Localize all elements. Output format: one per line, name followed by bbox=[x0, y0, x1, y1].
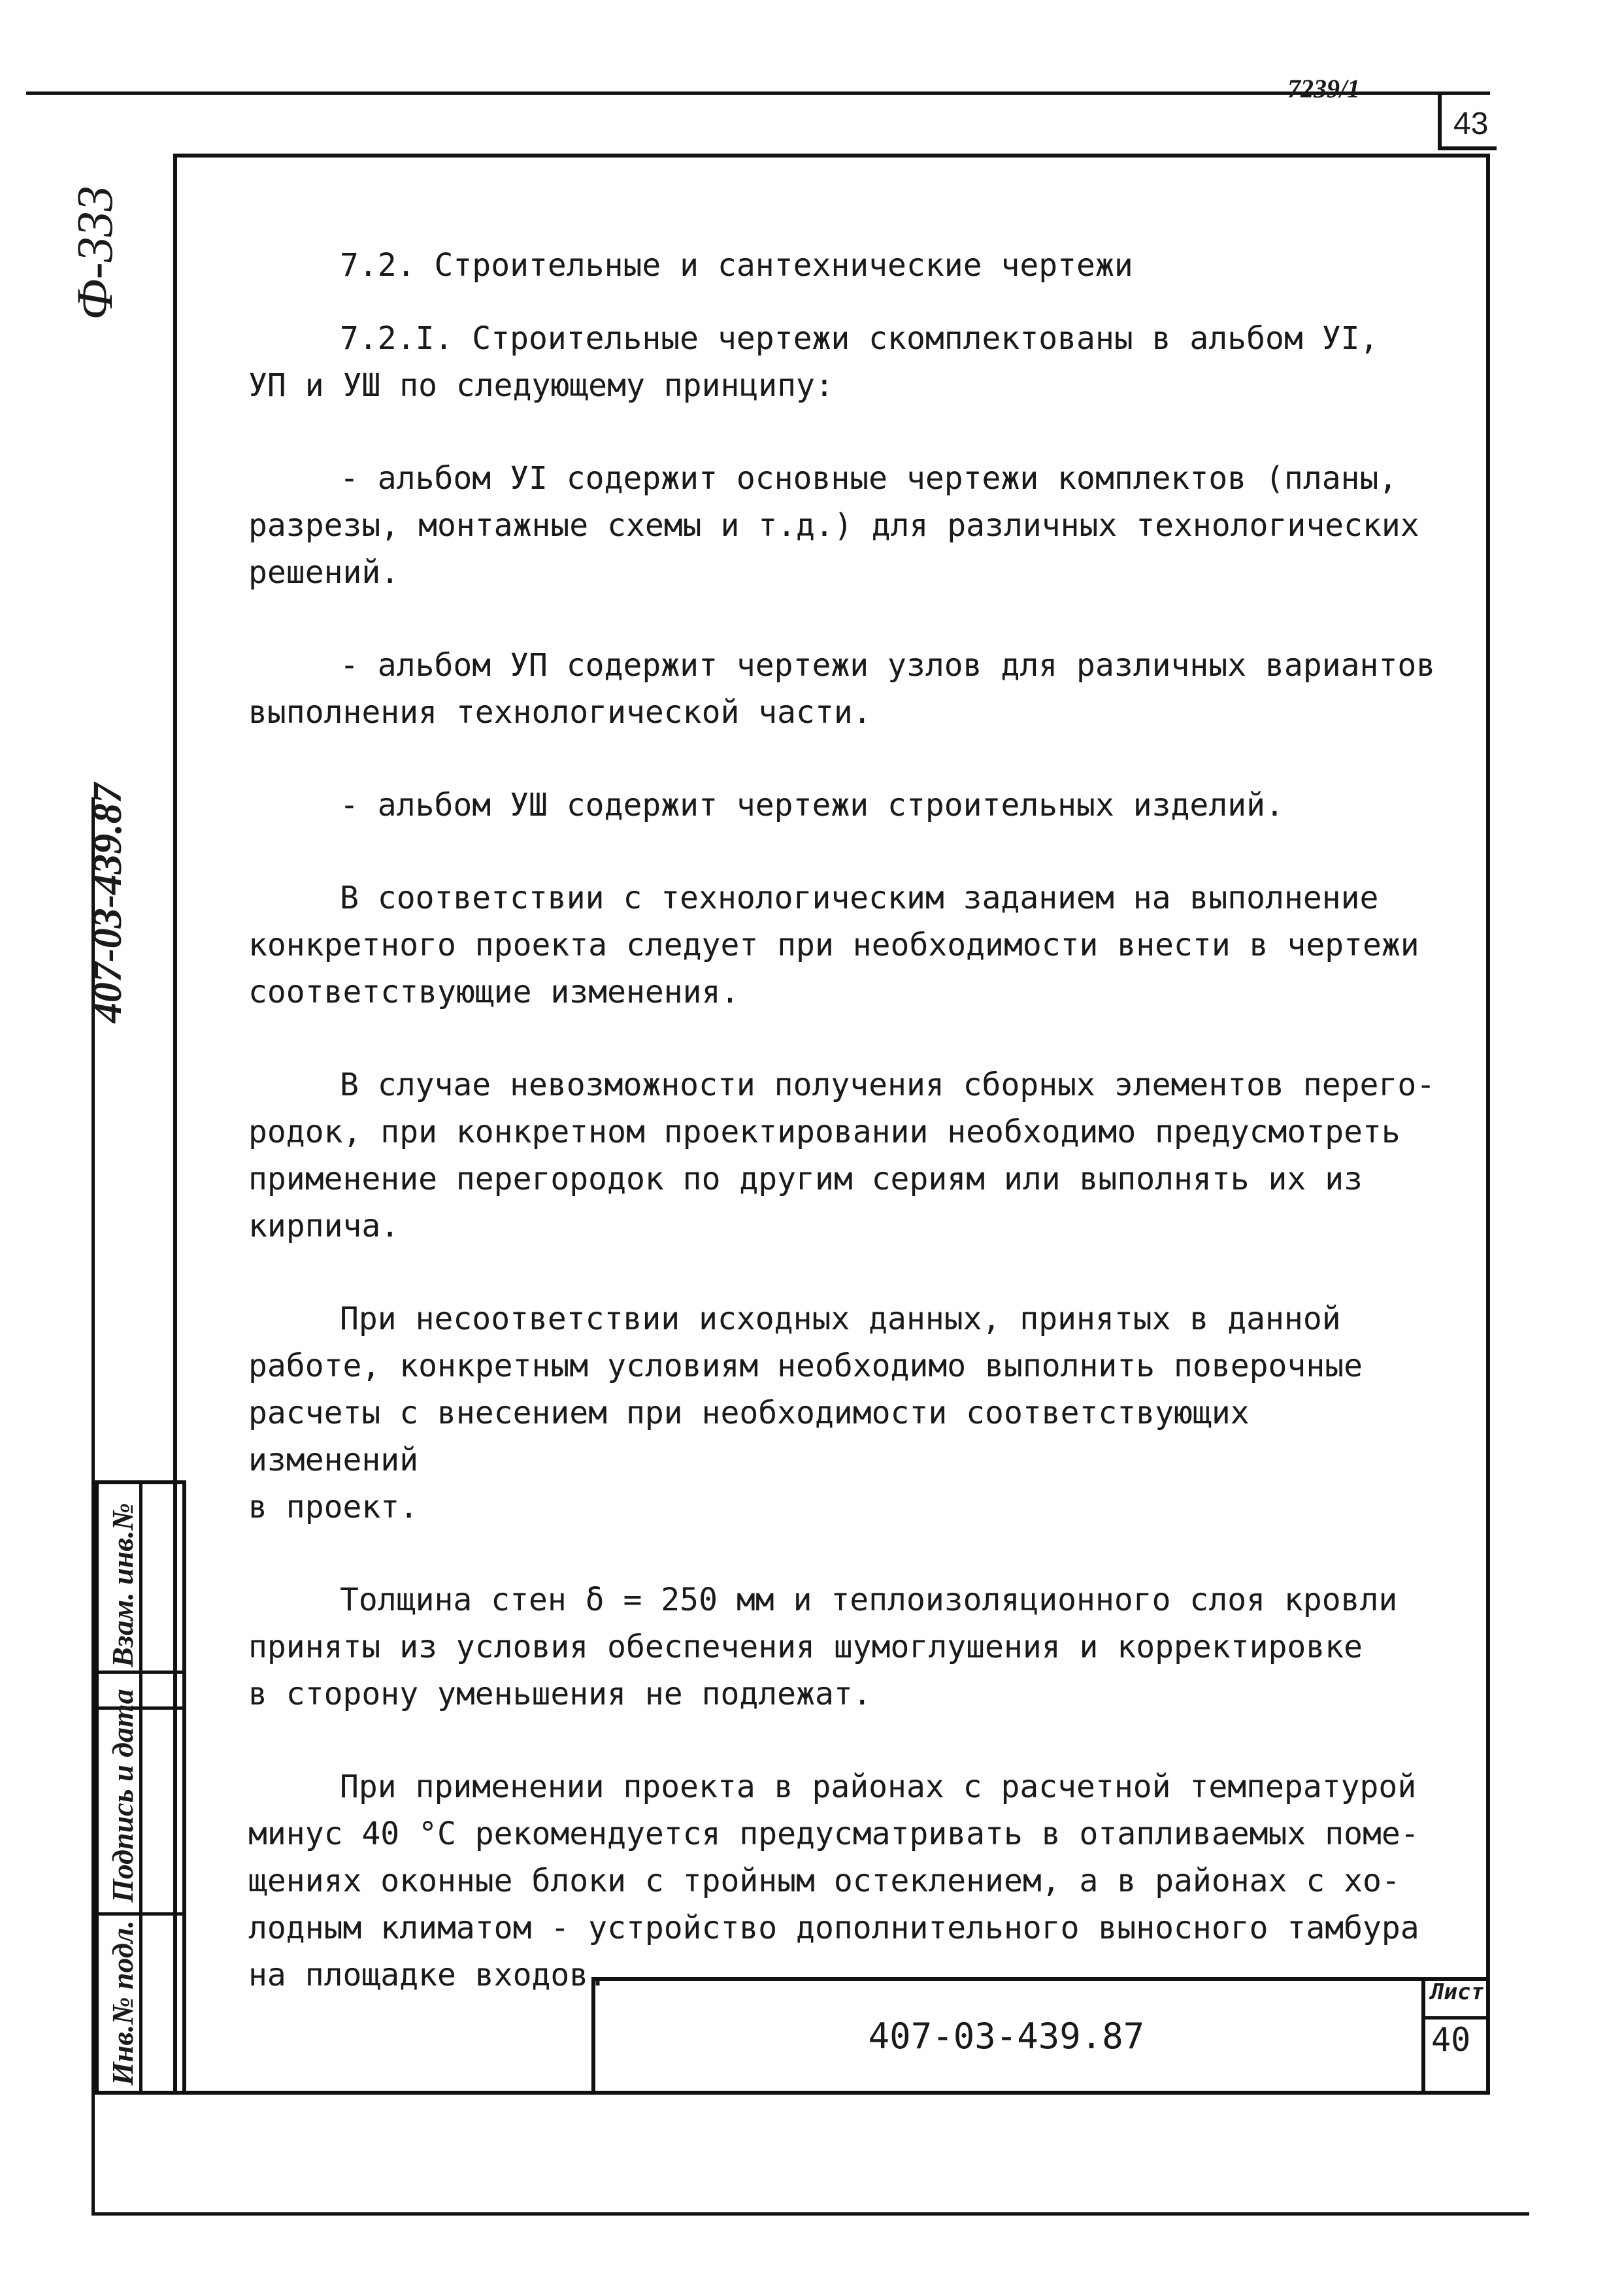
sheet-label-separator bbox=[1425, 2016, 1490, 2020]
side-doc-code: 407-03-439.87 bbox=[86, 783, 130, 1023]
stamp-label-replace: Взам. инв.№ bbox=[106, 1503, 139, 1667]
document-body bbox=[248, 242, 1438, 2044]
paragraph: При применении проекта в районах с расчетной температурой минус 40 °С рекомендуется предусматривать в отапливаемых поме- щениях оконные блоки с тройным остеклением, а в районах с хо- лодным климатом - устройство дополнительного выносного тамбура на площадке входов. bbox=[248, 1769, 1419, 1993]
sheet-number: 40 bbox=[1431, 2021, 1471, 2059]
list-item: - альбом УП содержит чертежи узлов для различных вариантов выполнения технологической части. bbox=[248, 647, 1436, 731]
paragraph: Толщина стен δ = 250 мм и теплоизоляционного слоя кровли приняты из условия обеспечения шумоглушения и корректировке в сторону уменьшения не подлежат. bbox=[248, 1582, 1398, 1712]
paragraph: В случае невозможности получения сборных элементов перего- родок, при конкретном проектировании необходимо предусмотреть применение перегородок по другим сериям или выполнять их из кирпича. bbox=[248, 1067, 1436, 1244]
stamp-separator bbox=[99, 1671, 182, 1674]
title-block-doc-code: 407-03-439.87 bbox=[868, 2015, 1145, 2057]
list-item: - альбом УШ содержит чертежи строительных изделий. bbox=[340, 787, 1284, 823]
side-format-label: Ф-333 bbox=[66, 186, 123, 320]
paragraph: В соответствии с технологическим заданием на выполнение конкретного проекта следует при необходимости внести в чертежи соответствующие изменения. bbox=[248, 880, 1419, 1010]
stamp-label-signature: Подпись и дата bbox=[106, 1689, 139, 1903]
stamp-label-inv: Инв.№ подл. bbox=[106, 1920, 139, 2086]
list-item: - альбом УI содержит основные чертежи комплектов (планы, разрезы, монтажные схемы и т.д.) для различных технологических решений. bbox=[248, 460, 1419, 591]
top-mark: 7239/1 bbox=[1287, 74, 1361, 103]
title-block-divider bbox=[1421, 1977, 1425, 2095]
stamp-separator bbox=[99, 1912, 182, 1916]
paragraph: 7.2.I. Строительные чертежи скомплектованы в альбом УI, УП и УШ по следующему принципу: bbox=[248, 320, 1379, 404]
sheet-label: Лист bbox=[1431, 1979, 1484, 2005]
approval-stamp-column bbox=[95, 1480, 186, 2095]
paragraph: При несоответствии исходных данных, принятых в данной работе, конкретным условиям необходимо выполнить поверочные расчеты с внесением при необходимости соответствующих изменений в проект. bbox=[248, 1301, 1363, 1525]
section-heading: 7.2. Строительные и сантехнические чертежи bbox=[340, 247, 1133, 284]
bottom-border-line bbox=[91, 2212, 1529, 2216]
top-border-line bbox=[26, 91, 1490, 95]
page-number-top: 43 bbox=[1438, 91, 1497, 150]
